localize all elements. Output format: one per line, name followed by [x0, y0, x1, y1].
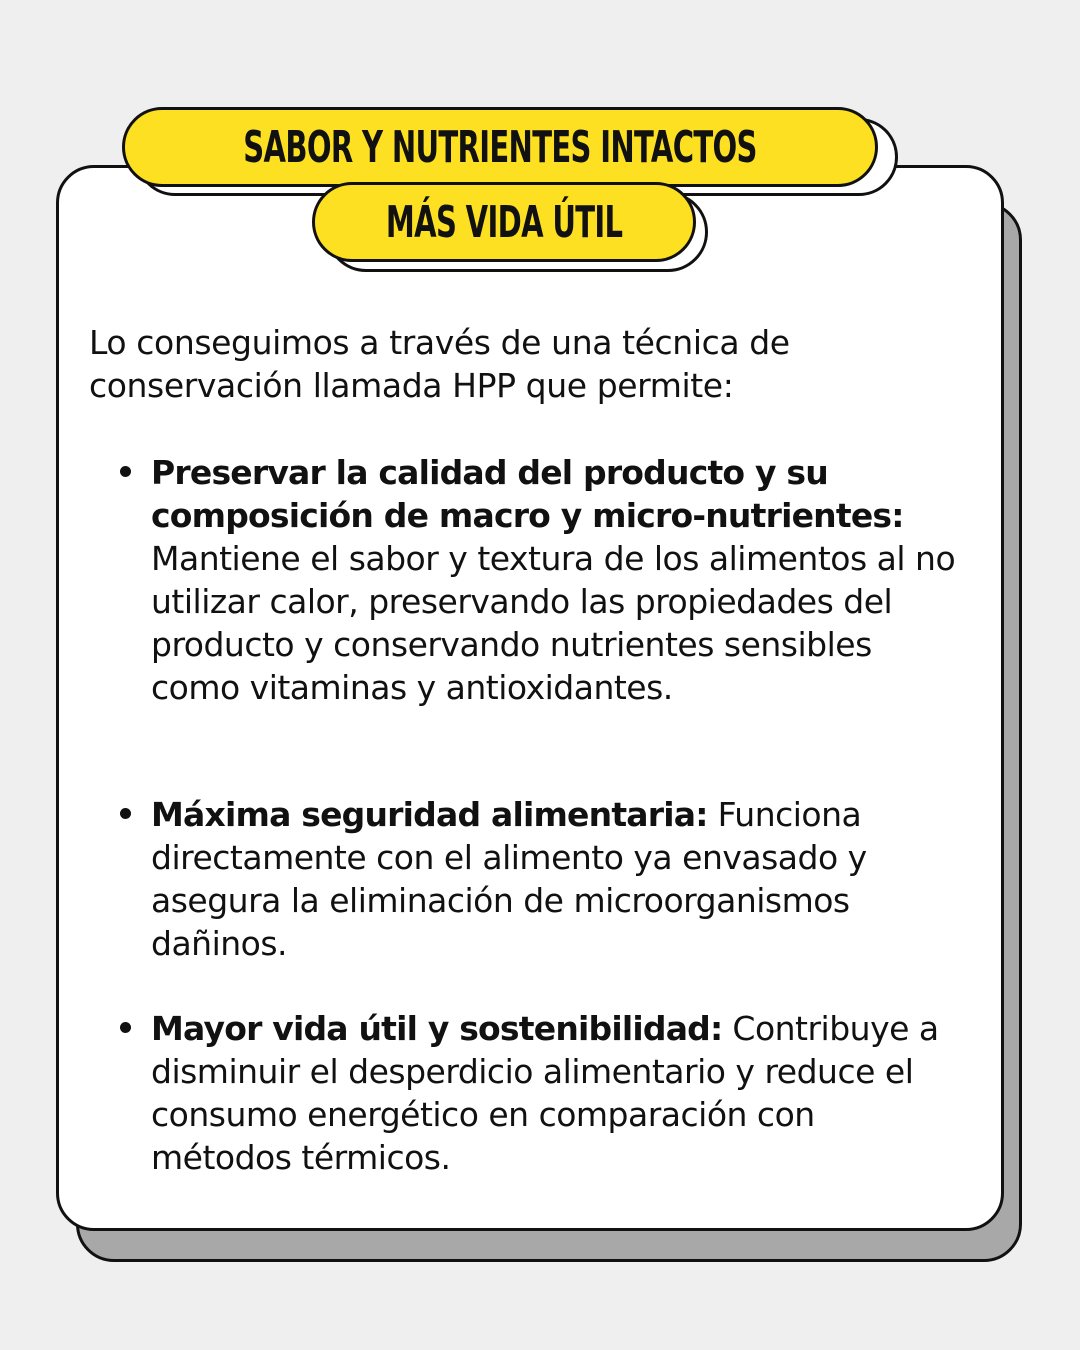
intro-paragraph: Lo conseguimos a través de una técnica de conservación llamada HPP que permite: [89, 323, 790, 405]
bullet-icon [120, 1022, 131, 1033]
title-secondary: MÁS VIDA ÚTIL [385, 196, 623, 248]
bullet-icon [120, 808, 131, 819]
list-item [151, 1007, 963, 1179]
list-item-title: Mayor vida útil y sostenibilidad: [151, 1009, 723, 1048]
title-pill-primary [122, 107, 878, 187]
title-pill-secondary [312, 182, 696, 262]
list-item-title: Máxima seguridad alimentaria: [151, 795, 708, 834]
list-item [151, 793, 963, 965]
list-item-text: Funciona directamente con el alimento ya envasado y asegura la eliminación de microorganismos dañinos. [151, 795, 867, 963]
list-item-text: Contribuye a disminuir el desperdicio alimentario y reduce el consumo energético en comparación con métodos térmicos. [151, 1009, 939, 1177]
card-content [89, 321, 969, 1177]
bullet-icon [120, 466, 131, 477]
title-primary: SABOR Y NUTRIENTES INTACTOS [243, 121, 757, 173]
list-item-text: Mantiene el sabor y textura de los alimentos al no utilizar calor, preservando las propiedades del producto y conservando nutrientes sensibles como vitaminas y antioxidantes. [151, 539, 956, 707]
list-item [151, 451, 963, 709]
list-item-title: Preservar la calidad del producto y su composición de macro y micro-nutrientes: [151, 453, 904, 535]
